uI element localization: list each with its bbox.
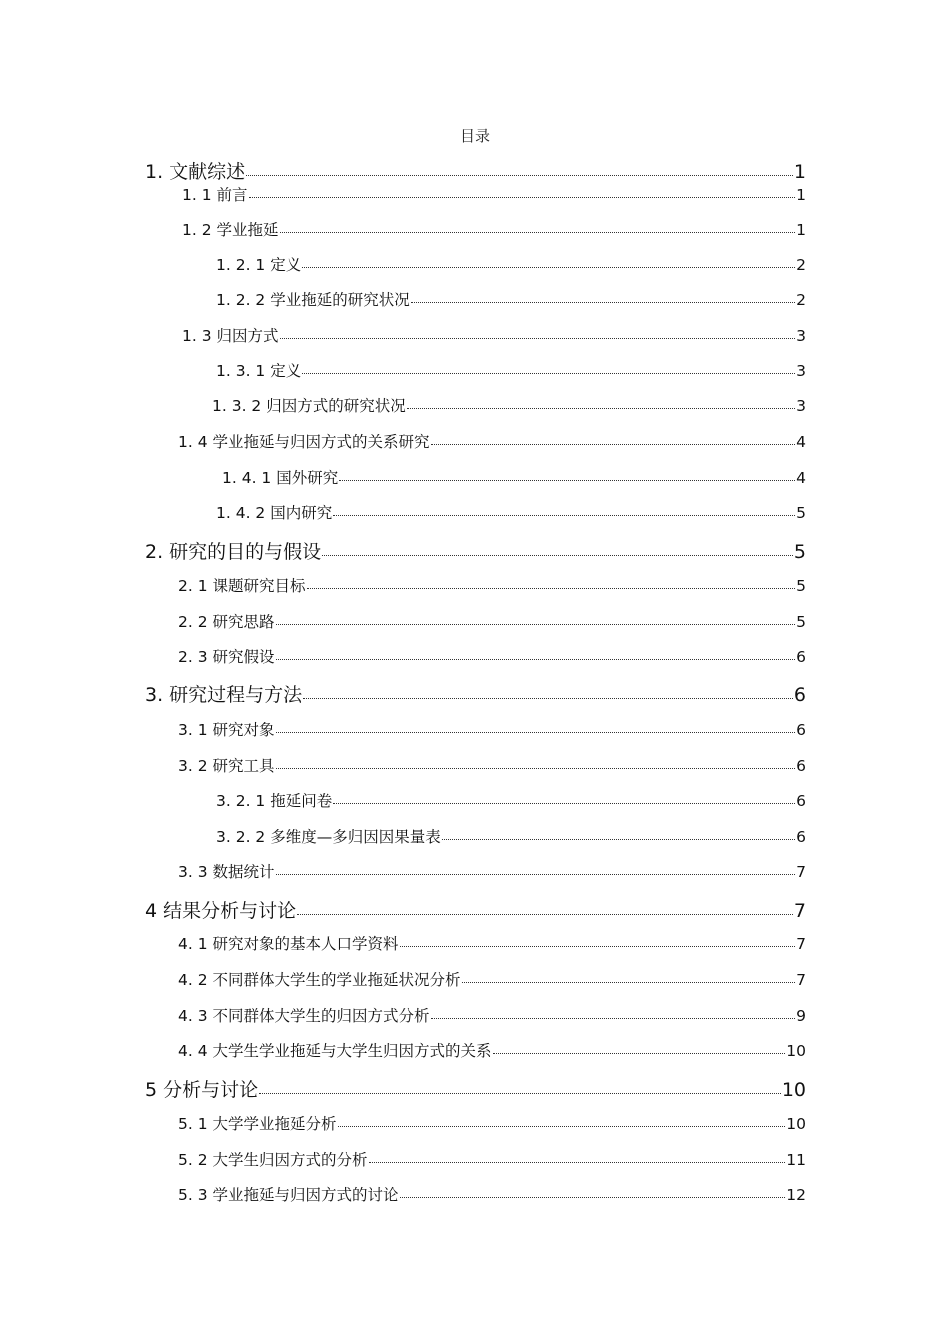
dot-leader (303, 697, 793, 699)
toc-entry[interactable] (216, 789, 806, 811)
toc-page-number: 2 (796, 256, 806, 274)
toc-entry-text: 1. 3. 1 定义 (216, 362, 302, 380)
toc-entry[interactable] (178, 754, 806, 776)
toc-entry[interactable] (182, 183, 806, 205)
dot-leader (400, 1196, 786, 1198)
toc-entry-text: 3. 1 研究对象 (178, 721, 275, 739)
toc-page-number: 5 (796, 613, 806, 631)
toc-entry[interactable] (178, 1183, 806, 1205)
toc-entry[interactable] (216, 825, 806, 847)
toc-entry-text: 2. 1 课题研究目标 (178, 577, 306, 595)
toc-entry-text: 2. 3 研究假设 (178, 648, 275, 666)
toc-entry[interactable] (178, 718, 806, 740)
toc-title: 目录 (459, 127, 490, 145)
dot-leader (276, 658, 796, 660)
toc-entry-text: 4. 2 不同群体大学生的学业拖延状况分析 (178, 971, 461, 989)
toc-entry-text: 1. 4. 1 国外研究 (222, 469, 339, 487)
toc-entry-text: 1. 4 学业拖延与归因方式的关系研究 (178, 433, 430, 451)
dot-leader (400, 945, 796, 947)
dot-leader (297, 913, 793, 915)
dot-leader (431, 443, 796, 445)
toc-page-number: 3 (796, 327, 806, 345)
dot-leader (302, 372, 795, 374)
dot-leader (280, 337, 796, 339)
dot-leader (431, 1017, 796, 1019)
toc-page-number: 1 (793, 161, 806, 183)
dot-leader (333, 514, 795, 516)
toc-entry-text: 4. 1 研究对象的基本人口学资料 (178, 935, 399, 953)
toc-entry-text: 5 分析与讨论 (145, 1079, 259, 1101)
dot-leader (462, 981, 796, 983)
toc-page-number: 5 (796, 504, 806, 522)
dot-leader (338, 1125, 786, 1127)
toc-page-number: 12 (786, 1186, 806, 1204)
toc-entry[interactable] (178, 932, 806, 954)
toc-entry-text: 4. 3 不同群体大学生的归因方式分析 (178, 1007, 430, 1025)
toc-page-number: 4 (796, 433, 806, 451)
toc-entry-text: 1. 4. 2 国内研究 (216, 504, 333, 522)
toc-entry[interactable] (178, 1039, 806, 1061)
toc-entry-text: 3. 研究过程与方法 (145, 684, 303, 706)
dot-leader (322, 554, 793, 556)
toc-entry[interactable] (222, 466, 806, 488)
toc-page-number: 6 (796, 648, 806, 666)
toc-entry[interactable] (182, 324, 806, 346)
toc-entry[interactable] (216, 359, 806, 381)
toc-entry-text: 3. 2. 1 拖延问卷 (216, 792, 333, 810)
toc-page-number: 6 (796, 828, 806, 846)
toc-entry-text: 3. 2. 2 多维度—多归因因果量表 (216, 828, 441, 846)
toc-entry-text: 1. 2 学业拖延 (182, 221, 279, 239)
toc-page-number: 11 (786, 1151, 806, 1169)
toc-page-number: 3 (796, 362, 806, 380)
toc-entry[interactable] (145, 1075, 806, 1102)
toc-entry[interactable] (178, 1148, 806, 1170)
dot-leader (307, 587, 796, 589)
toc-page-number: 7 (793, 900, 806, 922)
toc-page-number: 7 (796, 935, 806, 953)
toc-entry-text: 1. 3 归因方式 (182, 327, 279, 345)
toc-entry-text: 1. 3. 2 归因方式的研究状况 (212, 397, 406, 415)
dot-leader (249, 196, 796, 198)
toc-entry[interactable] (145, 537, 806, 564)
toc-entry-text: 5. 1 大学学业拖延分析 (178, 1115, 337, 1133)
dot-leader (276, 873, 796, 875)
toc-entry-text: 4. 4 大学生学业拖延与大学生归因方式的关系 (178, 1042, 492, 1060)
toc-entry[interactable] (178, 645, 806, 667)
toc-entry-text: 2. 研究的目的与假设 (145, 541, 322, 563)
toc-page-number: 1 (796, 186, 806, 204)
toc-entry[interactable] (178, 610, 806, 632)
toc-page-number: 7 (796, 863, 806, 881)
toc-entry[interactable] (178, 860, 806, 882)
toc-page-number: 6 (796, 792, 806, 810)
dot-leader (333, 802, 795, 804)
toc-page-number: 3 (796, 397, 806, 415)
toc-entry-text: 5. 2 大学生归因方式的分析 (178, 1151, 368, 1169)
dot-leader (407, 407, 795, 409)
dot-leader (339, 479, 795, 481)
toc-page-number: 2 (796, 291, 806, 309)
dot-leader (493, 1052, 786, 1054)
toc-entry[interactable] (216, 253, 806, 275)
dot-leader (276, 767, 796, 769)
toc-page-number: 6 (796, 757, 806, 775)
dot-leader (276, 623, 796, 625)
dot-leader (280, 231, 796, 233)
toc-entry[interactable] (145, 680, 806, 707)
toc-entry-text: 5. 3 学业拖延与归因方式的讨论 (178, 1186, 399, 1204)
toc-entry[interactable] (216, 288, 806, 310)
toc-entry-text: 1. 1 前言 (182, 186, 248, 204)
toc-entry[interactable] (178, 574, 806, 596)
toc-page-number: 10 (781, 1079, 806, 1101)
toc-page-number: 7 (796, 971, 806, 989)
toc-page-number: 5 (796, 577, 806, 595)
toc-page-number: 10 (786, 1115, 806, 1133)
toc-page-number: 6 (796, 721, 806, 739)
toc-entry[interactable] (178, 430, 806, 452)
dot-leader (369, 1161, 786, 1163)
toc-entry-text: 3. 2 研究工具 (178, 757, 275, 775)
toc-entry[interactable] (178, 968, 806, 990)
dot-leader (302, 266, 795, 268)
toc-entry[interactable] (212, 394, 806, 416)
toc-page-number: 9 (796, 1007, 806, 1025)
toc-entry-text: 2. 2 研究思路 (178, 613, 275, 631)
toc-entry[interactable] (178, 1112, 806, 1134)
toc-entry[interactable] (178, 1004, 806, 1026)
toc-entry-text: 1. 2. 1 定义 (216, 256, 302, 274)
toc-entry[interactable] (145, 157, 806, 184)
dot-leader (442, 838, 795, 840)
toc-entry-text: 1. 2. 2 学业拖延的研究状况 (216, 291, 410, 309)
toc-entry[interactable] (182, 218, 806, 240)
toc-page-number: 10 (786, 1042, 806, 1060)
toc-page-number: 1 (796, 221, 806, 239)
toc-entry[interactable] (145, 896, 806, 923)
toc-entry[interactable] (216, 501, 806, 523)
dot-leader (411, 301, 795, 303)
toc-entry-text: 3. 3 数据统计 (178, 863, 275, 881)
dot-leader (259, 1092, 781, 1094)
toc-page-number: 6 (793, 684, 806, 706)
toc-entry-text: 4 结果分析与讨论 (145, 900, 297, 922)
toc-page-number: 5 (793, 541, 806, 563)
dot-leader (246, 174, 793, 176)
toc-entry-text: 1. 文献综述 (145, 161, 246, 183)
dot-leader (276, 731, 796, 733)
toc-page-number: 4 (796, 469, 806, 487)
